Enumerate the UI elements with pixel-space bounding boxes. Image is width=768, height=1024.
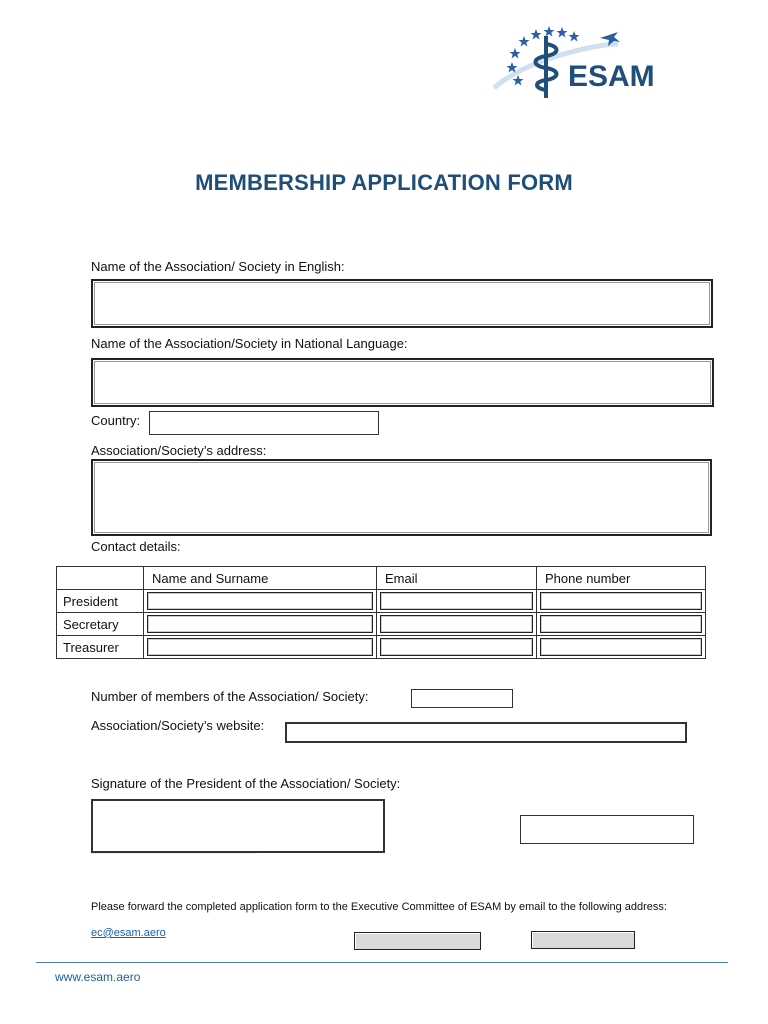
cell xyxy=(144,613,377,636)
page-title: MEMBERSHIP APPLICATION FORM xyxy=(195,170,573,195)
print-button[interactable] xyxy=(531,931,635,949)
row-label: Secretary xyxy=(57,613,144,636)
table-header-row xyxy=(57,567,706,590)
members-label: Number of members of the Association/ Society: xyxy=(91,689,369,704)
cell xyxy=(537,590,706,613)
country-label: Country: xyxy=(91,413,141,428)
cell xyxy=(377,590,537,613)
cell xyxy=(377,613,537,636)
table-row xyxy=(57,613,706,636)
cell xyxy=(537,636,706,659)
signature-line: ____________________________________ xyxy=(91,843,257,853)
footer-divider xyxy=(36,962,728,963)
contact-details-label: Contact details: xyxy=(91,539,181,554)
address-field[interactable] xyxy=(91,459,712,536)
column-header: Name and Surname xyxy=(144,567,377,590)
date-field[interactable] xyxy=(520,815,694,844)
treasurer-phone-field[interactable] xyxy=(540,638,702,656)
name-national-label: Name of the Association/Society in National Language: xyxy=(91,336,408,351)
table-corner-cell xyxy=(57,567,144,590)
contact-details-table xyxy=(56,566,706,659)
country-field[interactable] xyxy=(149,411,379,435)
name-english-label: Name of the Association/ Society in English: xyxy=(91,259,345,274)
secretary-phone-field[interactable] xyxy=(540,615,702,633)
esam-logo-icon xyxy=(488,22,728,102)
cell xyxy=(377,636,537,659)
treasurer-email-field[interactable] xyxy=(380,638,533,656)
secretary-email-field[interactable] xyxy=(380,615,533,633)
instruction-text: Please forward the completed application form to the Executive Committee of ESAM by email to the following address: xyxy=(91,901,667,913)
website-label: Association/Society’s website: xyxy=(91,718,265,733)
column-header: Phone number xyxy=(537,567,706,590)
column-header: Email xyxy=(377,567,537,590)
address-label: Association/Society’s address: xyxy=(91,443,267,458)
row-label: Treasurer xyxy=(57,636,144,659)
president-phone-field[interactable] xyxy=(540,592,702,610)
name-english-field[interactable] xyxy=(91,279,713,328)
footer-url[interactable]: www.esam.aero xyxy=(55,970,141,984)
president-name-field[interactable] xyxy=(147,592,373,610)
table-row xyxy=(57,590,706,613)
cell xyxy=(537,613,706,636)
members-field[interactable] xyxy=(411,689,513,708)
president-email-field[interactable] xyxy=(380,592,533,610)
svg-text:ESAM: ESAM xyxy=(568,60,655,93)
signature-label: Signature of the President of the Association/ Society: xyxy=(91,776,401,791)
name-national-field[interactable] xyxy=(91,358,714,407)
treasurer-name-field[interactable] xyxy=(147,638,373,656)
website-field[interactable] xyxy=(285,722,687,743)
cell xyxy=(144,636,377,659)
esam-logo xyxy=(488,22,728,102)
row-label: President xyxy=(57,590,144,613)
cell xyxy=(144,590,377,613)
email-link[interactable]: ec@esam.aero xyxy=(91,927,166,939)
table-row xyxy=(57,636,706,659)
secretary-name-field[interactable] xyxy=(147,615,373,633)
submit-button[interactable] xyxy=(354,932,481,950)
